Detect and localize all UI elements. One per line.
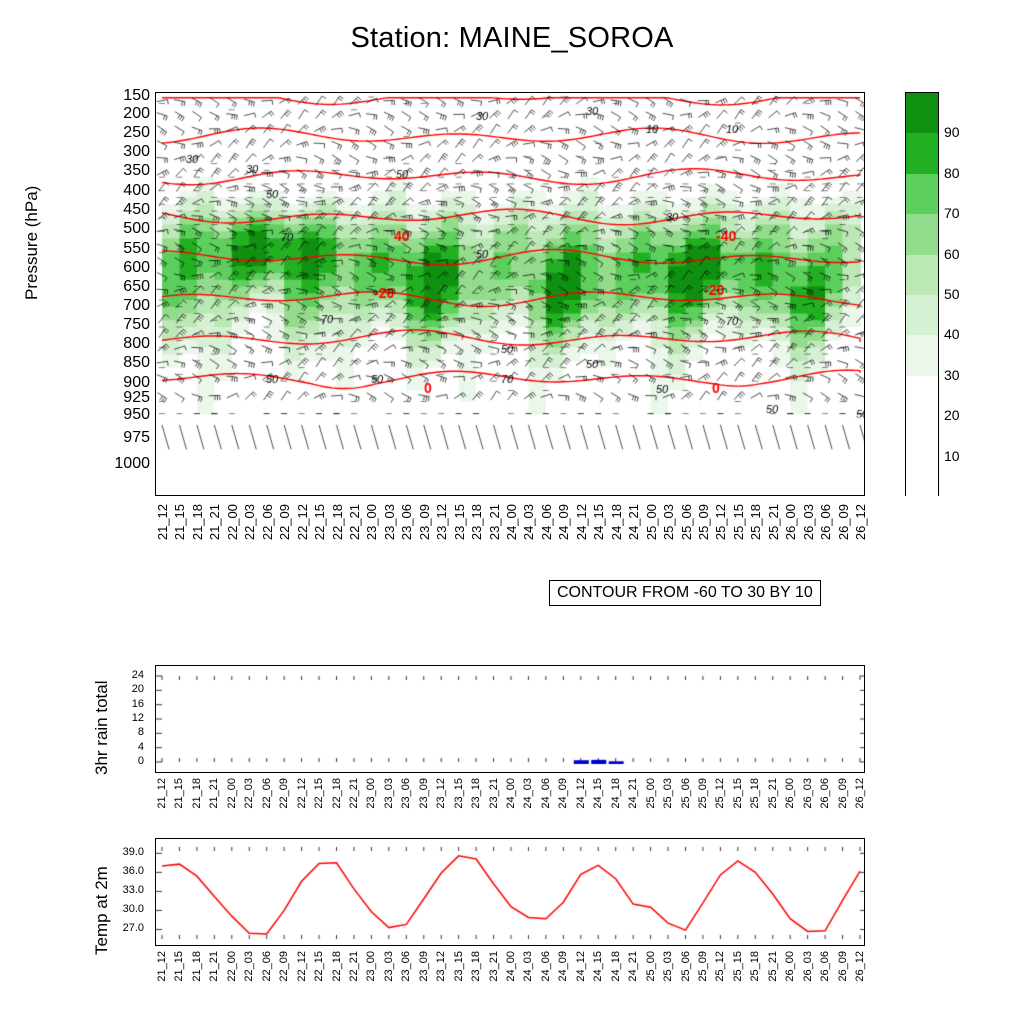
time-tick: 21_18 bbox=[189, 504, 205, 541]
colorbar-band bbox=[906, 295, 938, 335]
time-tick: 22_12 bbox=[295, 951, 308, 982]
temp-axis-ticks bbox=[106, 838, 146, 946]
time-tick: 24_18 bbox=[608, 504, 624, 541]
time-tick: 22_00 bbox=[224, 504, 240, 541]
colorbar-label: 20 bbox=[944, 407, 960, 424]
time-tick: 24_03 bbox=[521, 504, 537, 541]
time-tick: 25_15 bbox=[731, 778, 744, 809]
contour-note: CONTOUR FROM -60 TO 30 BY 10 bbox=[549, 580, 821, 606]
time-tick: 25_21 bbox=[766, 778, 779, 809]
time-tick: 21_15 bbox=[173, 778, 186, 809]
time-tick: 23_03 bbox=[382, 778, 395, 809]
time-tick: 23_00 bbox=[364, 504, 380, 541]
temp-tick: 39.0 bbox=[122, 846, 144, 859]
time-tick: 22_21 bbox=[347, 951, 360, 982]
time-tick: 22_21 bbox=[346, 504, 362, 541]
temp-tick: 33.0 bbox=[122, 884, 144, 897]
colorbar-label: 70 bbox=[944, 205, 960, 222]
time-tick: 21_21 bbox=[208, 778, 221, 809]
colorbar-label: 10 bbox=[944, 447, 960, 464]
time-tick: 25_09 bbox=[696, 951, 709, 982]
time-tick: 26_06 bbox=[819, 778, 832, 809]
time-tick: 23_21 bbox=[487, 951, 500, 982]
pressure-tick: 950 bbox=[123, 405, 150, 423]
time-tick: 25_18 bbox=[749, 951, 762, 982]
time-tick: 24_21 bbox=[626, 504, 642, 541]
time-tick: 21_15 bbox=[172, 504, 188, 541]
time-tick: 24_21 bbox=[627, 951, 640, 982]
time-tick: 23_09 bbox=[416, 504, 432, 541]
time-tick: 24_03 bbox=[522, 778, 535, 809]
time-tick: 22_09 bbox=[278, 951, 291, 982]
time-tick: 25_21 bbox=[765, 504, 781, 541]
time-tick: 21_21 bbox=[207, 504, 223, 541]
pressure-tick: 250 bbox=[123, 124, 150, 142]
time-tick: 26_09 bbox=[835, 504, 851, 541]
time-tick: 26_00 bbox=[784, 778, 797, 809]
temp-tick: 36.0 bbox=[122, 865, 144, 878]
time-tick: 25_18 bbox=[748, 504, 764, 541]
rain-axis-label: 3hr rain total bbox=[92, 680, 111, 775]
time-tick: 25_06 bbox=[679, 778, 692, 809]
humidity-colorbar bbox=[905, 92, 939, 496]
pressure-tick: 600 bbox=[123, 258, 150, 276]
time-tick: 22_18 bbox=[329, 504, 345, 541]
time-tick: 24_18 bbox=[609, 778, 622, 809]
time-tick: 26_06 bbox=[818, 504, 834, 541]
time-tick: 25_06 bbox=[679, 951, 692, 982]
colorbar-band bbox=[906, 214, 938, 254]
time-tick: 24_21 bbox=[627, 778, 640, 809]
time-tick: 25_12 bbox=[714, 951, 727, 982]
rain-tick: 12 bbox=[131, 712, 144, 724]
time-tick: 22_06 bbox=[260, 951, 273, 982]
time-tick: 25_15 bbox=[730, 504, 746, 541]
time-tick: 26_00 bbox=[783, 504, 799, 541]
time-tick: 24_00 bbox=[504, 504, 519, 541]
time-tick: 24_09 bbox=[557, 951, 570, 982]
time-tick: 23_15 bbox=[452, 951, 465, 982]
time-tick: 24_15 bbox=[592, 778, 605, 809]
time-tick: 26_09 bbox=[836, 778, 849, 809]
time-tick: 24_18 bbox=[609, 951, 622, 982]
pressure-tick: 650 bbox=[123, 278, 150, 296]
time-tick: 23_00 bbox=[365, 951, 378, 982]
time-tick: 21_12 bbox=[156, 778, 168, 809]
time-tick: 25_18 bbox=[749, 778, 762, 809]
time-tick: 22_03 bbox=[242, 504, 258, 541]
time-tick: 22_18 bbox=[330, 951, 343, 982]
time-axis-ticks-temp bbox=[155, 949, 865, 1009]
time-tick: 24_00 bbox=[505, 951, 517, 982]
pressure-tick: 300 bbox=[123, 143, 150, 161]
time-tick: 23_06 bbox=[399, 504, 415, 541]
pressure-tick: 800 bbox=[123, 335, 150, 353]
time-tick: 23_21 bbox=[486, 504, 502, 541]
time-tick: 24_12 bbox=[573, 504, 589, 541]
rain-tick: 20 bbox=[131, 683, 144, 696]
time-tick: 22_06 bbox=[259, 504, 275, 541]
time-tick: 26_00 bbox=[784, 951, 797, 982]
rain-tick: 4 bbox=[137, 740, 144, 753]
colorbar-band bbox=[906, 335, 938, 375]
time-tick: 24_06 bbox=[539, 778, 552, 809]
time-tick: 23_06 bbox=[400, 951, 413, 982]
temp-axis-label: Temp at 2m bbox=[92, 866, 111, 955]
pressure-tick: 400 bbox=[123, 181, 150, 199]
time-tick: 22_03 bbox=[243, 778, 256, 809]
time-tick: 25_21 bbox=[766, 951, 779, 982]
pressure-tick: 500 bbox=[123, 219, 150, 237]
time-tick: 24_09 bbox=[556, 504, 572, 541]
colorbar-band bbox=[906, 93, 938, 133]
time-tick: 23_15 bbox=[452, 778, 465, 809]
time-tick: 22_21 bbox=[347, 778, 360, 809]
rain-tick: 24 bbox=[131, 669, 144, 681]
time-tick: 26_06 bbox=[819, 951, 832, 982]
time-tick: 22_15 bbox=[313, 951, 326, 982]
cross-section-plot[interactable] bbox=[155, 92, 865, 496]
time-tick: 22_12 bbox=[294, 504, 310, 541]
pressure-axis-ticks bbox=[96, 87, 150, 496]
rain-plot[interactable] bbox=[155, 665, 865, 773]
time-tick: 25_12 bbox=[713, 504, 729, 541]
rain-tick: 8 bbox=[137, 726, 144, 739]
time-tick: 23_12 bbox=[435, 778, 448, 809]
pressure-tick: 350 bbox=[123, 162, 150, 180]
time-tick: 21_18 bbox=[190, 951, 203, 982]
colorbar-label: 90 bbox=[944, 124, 960, 141]
time-tick: 22_09 bbox=[277, 504, 293, 541]
time-tick: 26_09 bbox=[836, 951, 849, 982]
time-tick: 23_00 bbox=[365, 778, 378, 809]
colorbar-band bbox=[906, 174, 938, 214]
pressure-tick: 450 bbox=[123, 200, 150, 218]
time-tick: 25_06 bbox=[678, 504, 694, 541]
time-tick: 25_00 bbox=[643, 504, 659, 541]
time-tick: 24_03 bbox=[522, 951, 535, 982]
time-tick: 22_15 bbox=[312, 504, 328, 541]
time-tick: 25_03 bbox=[662, 778, 675, 809]
time-tick: 23_12 bbox=[435, 951, 448, 982]
time-tick: 24_12 bbox=[574, 951, 587, 982]
time-tick: 22_18 bbox=[330, 778, 343, 809]
colorbar-band bbox=[906, 255, 938, 295]
time-tick: 24_15 bbox=[592, 951, 605, 982]
colorbar-label: 60 bbox=[944, 245, 960, 262]
time-tick: 25_00 bbox=[644, 951, 657, 982]
time-tick: 23_03 bbox=[381, 504, 397, 541]
time-tick: 23_09 bbox=[417, 778, 430, 809]
temp-tick: 30.0 bbox=[122, 903, 144, 916]
pressure-tick: 900 bbox=[123, 373, 150, 391]
cross-section-canvas bbox=[156, 93, 865, 496]
time-tick: 26_12 bbox=[853, 504, 868, 541]
colorbar-band bbox=[906, 133, 938, 173]
time-tick: 23_21 bbox=[487, 778, 500, 809]
colorbar-label: 30 bbox=[944, 366, 960, 383]
rain-tick: 0 bbox=[137, 755, 144, 767]
pressure-tick: 150 bbox=[123, 87, 150, 104]
time-tick: 24_00 bbox=[505, 778, 517, 809]
colorbar-band bbox=[906, 457, 938, 497]
humidity-colorbar-labels bbox=[944, 92, 984, 496]
time-tick: 24_06 bbox=[539, 951, 552, 982]
time-tick: 25_12 bbox=[714, 778, 727, 809]
rain-canvas bbox=[156, 666, 865, 773]
time-tick: 25_03 bbox=[662, 951, 675, 982]
time-tick: 24_06 bbox=[538, 504, 554, 541]
time-tick: 23_18 bbox=[470, 951, 483, 982]
time-tick: 26_12 bbox=[854, 778, 866, 809]
time-tick: 25_15 bbox=[731, 951, 744, 982]
time-tick: 25_03 bbox=[661, 504, 677, 541]
time-tick: 23_06 bbox=[400, 778, 413, 809]
rain-tick: 16 bbox=[131, 697, 144, 710]
temp-plot[interactable] bbox=[155, 838, 865, 946]
time-tick: 22_00 bbox=[225, 951, 238, 982]
time-tick: 26_03 bbox=[801, 951, 814, 982]
pressure-tick: 1000 bbox=[114, 455, 150, 472]
time-tick: 21_12 bbox=[156, 951, 168, 982]
time-tick: 26_12 bbox=[854, 951, 866, 982]
time-tick: 23_03 bbox=[382, 951, 395, 982]
time-tick: 22_15 bbox=[313, 778, 326, 809]
pressure-axis-label: Pressure (hPa) bbox=[22, 185, 41, 300]
time-tick: 21_21 bbox=[208, 951, 221, 982]
pressure-tick: 750 bbox=[123, 316, 150, 334]
page-title: Station: MAINE_SOROA bbox=[350, 22, 674, 54]
time-axis-ticks-rain bbox=[155, 776, 865, 836]
time-tick: 23_18 bbox=[470, 778, 483, 809]
colorbar-label: 40 bbox=[944, 326, 960, 343]
time-tick: 21_12 bbox=[155, 504, 170, 541]
time-tick: 23_12 bbox=[434, 504, 450, 541]
temp-tick: 27.0 bbox=[122, 922, 144, 935]
time-tick: 26_03 bbox=[801, 778, 814, 809]
time-tick: 25_00 bbox=[644, 778, 657, 809]
pressure-tick: 925 bbox=[123, 388, 150, 406]
time-tick: 21_15 bbox=[173, 951, 186, 982]
time-tick: 22_00 bbox=[225, 778, 238, 809]
colorbar-label: 50 bbox=[944, 286, 960, 302]
time-tick: 23_18 bbox=[469, 504, 485, 541]
time-axis-ticks-main bbox=[155, 500, 868, 580]
time-tick: 25_09 bbox=[696, 778, 709, 809]
time-tick: 22_12 bbox=[295, 778, 308, 809]
time-tick: 21_18 bbox=[190, 778, 203, 809]
time-tick: 25_09 bbox=[695, 504, 711, 541]
rain-axis-ticks bbox=[112, 665, 146, 773]
time-tick: 23_15 bbox=[451, 504, 467, 541]
colorbar-band bbox=[906, 376, 938, 416]
time-tick: 24_15 bbox=[591, 504, 607, 541]
time-tick: 24_12 bbox=[574, 778, 587, 809]
temp-canvas bbox=[156, 839, 865, 946]
pressure-tick: 700 bbox=[123, 297, 150, 315]
time-tick: 22_09 bbox=[278, 778, 291, 809]
time-tick: 23_09 bbox=[417, 951, 430, 982]
colorbar-band bbox=[906, 416, 938, 456]
pressure-tick: 850 bbox=[123, 354, 150, 372]
pressure-tick: 550 bbox=[123, 239, 150, 257]
time-tick: 24_09 bbox=[557, 778, 570, 809]
colorbar-label: 80 bbox=[944, 164, 960, 181]
time-tick: 22_03 bbox=[243, 951, 256, 982]
time-tick: 22_06 bbox=[260, 778, 273, 809]
time-tick: 26_03 bbox=[800, 504, 816, 541]
pressure-tick: 200 bbox=[123, 105, 150, 123]
pressure-tick: 975 bbox=[123, 428, 150, 446]
